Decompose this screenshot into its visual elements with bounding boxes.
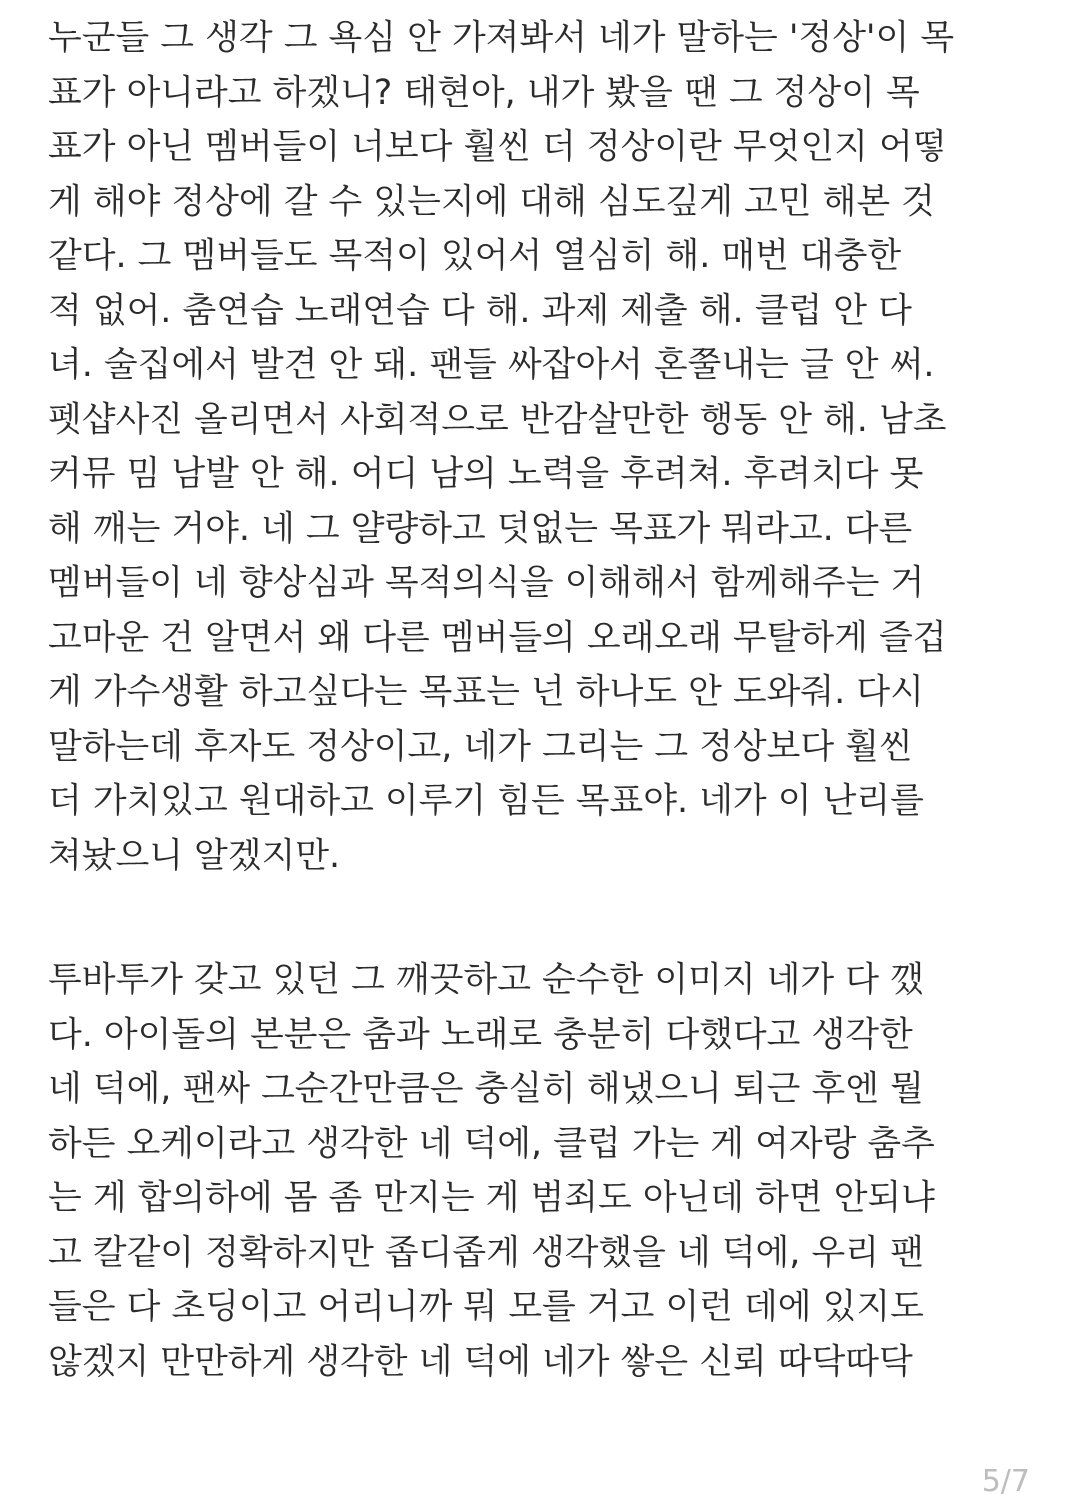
text-line: 녀. 술집에서 발견 안 돼. 팬들 싸잡아서 혼쭐내는 글 안 써. — [48, 345, 935, 385]
text-line: 고마운 건 알면서 왜 다른 멤버들의 오래오래 무탈하게 즐겁 — [48, 617, 947, 658]
text-line: 않겠지 만만하게 생각한 네 덕에 네가 쌓은 신뢰 따닥따닥 — [48, 1341, 913, 1382]
paragraph-2 — [0, 883, 1080, 1389]
text-line: 더 가치있고 원대하고 이루기 힘든 목표야. 네가 이 난리를 — [48, 781, 924, 821]
text-line: 고 칼같이 정확하지만 좁디좁게 생각했을 네 덕에, 우리 팬 — [48, 1232, 924, 1273]
text-line: 표가 아니라고 하겠니? 태현아, 내가 봤을 땐 그 정상이 목 — [48, 72, 920, 113]
page-indicator: 5/7 — [981, 1464, 1030, 1499]
text-line: 하든 오케이라고 생각한 네 덕에, 클럽 가는 게 여자랑 춤추 — [48, 1123, 935, 1164]
text-line: 펫샵사진 올리면서 사회적으로 반감살만한 행동 안 해. 남초 — [48, 399, 947, 440]
text-line: 다. 아이돌의 본분은 춤과 노래로 충분히 다했다고 생각한 — [48, 1014, 913, 1055]
text-line: 게 해야 정상에 갈 수 있는지에 대해 심도깊게 고민 해본 것 — [48, 181, 935, 222]
text-line: 쳐놨으니 알겠지만. — [48, 835, 341, 876]
text-line: 적 없어. 춤연습 노래연습 다 해. 과제 제출 해. 클럽 안 다 — [48, 290, 912, 331]
text-line: 게 가수생활 하고싶다는 목표는 넌 하나도 안 도와줘. 다시 — [48, 672, 924, 712]
text-line: 들은 다 초딩이고 어리니까 뭐 모를 거고 이런 데에 있지도 — [48, 1287, 924, 1327]
text-line: 같다. 그 멤버들도 목적이 있어서 열심히 해. 매번 대충한 — [48, 236, 902, 276]
text-line: 누군들 그 생각 그 욕심 안 가져봐서 네가 말하는 '정상'이 목 — [48, 18, 955, 58]
text-line: 표가 아닌 멤버들이 너보다 훨씬 더 정상이란 무엇인지 어떻 — [48, 127, 947, 167]
text-line: 네 덕에, 팬싸 그순간만큼은 충실히 해냈으니 퇴근 후엔 뭘 — [48, 1069, 924, 1109]
text-line: 는 게 합의하에 몸 좀 만지는 게 범죄도 아닌데 하면 안되냐 — [48, 1178, 935, 1218]
text-line: 투바투가 갖고 있던 그 깨끗하고 순수한 이미지 네가 다 깼 — [48, 960, 924, 1000]
text-line: 커뮤 밈 남발 안 해. 어디 남의 노력을 후려쳐. 후려치다 못 — [48, 454, 924, 494]
text-line: 말하는데 후자도 정상이고, 네가 그리는 그 정상보다 훨씬 — [48, 726, 913, 767]
text-line: 해 깨는 거야. 네 그 얄량하고 덧없는 목표가 뭐라고. 다른 — [48, 508, 913, 549]
text-line: 멤버들이 네 향상심과 목적의식을 이해해서 함께해주는 거 — [48, 563, 925, 603]
